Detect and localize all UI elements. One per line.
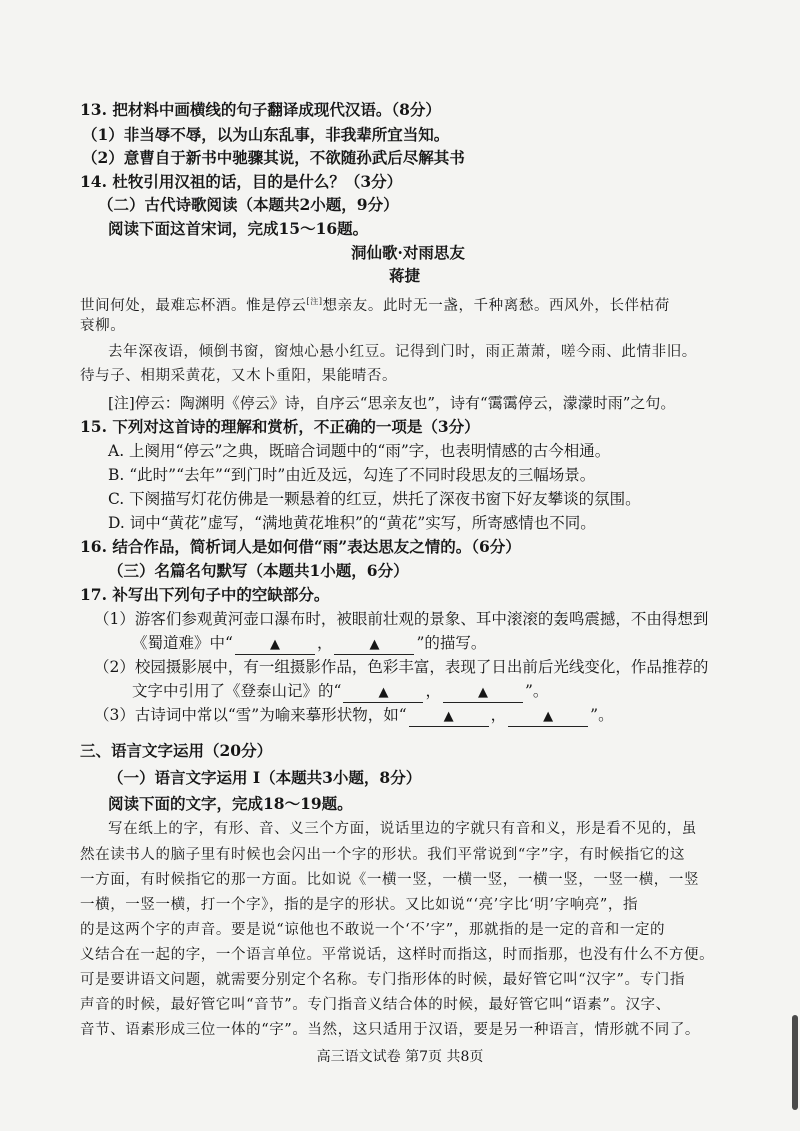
passage-line: 一横，一竖一横，打一个字》，指的是字的形状。又比如说“‘亮’字比‘明’字响亮”，指 <box>80 897 639 913</box>
q17-text: ”的描写。 <box>416 634 487 652</box>
passage-line: 然在读书人的脑子里有时候也会闪出一个字的形状。我们平常说到“字”字，有时候指它的这 <box>80 847 685 863</box>
passage-line: 音节、语素形成三位一体的“字”。当然，这只适用于汉语，要是另一种语言，情形就不同了。 <box>80 1022 701 1038</box>
poem-note: [注]停云：陶渊明《停云》诗，自序云“思亲友也”，诗有“霭霭停云，濛濛时雨”之句。 <box>108 394 676 412</box>
fill-blank[interactable]: ▲ <box>443 684 523 703</box>
scrollbar[interactable] <box>792 1015 798 1110</box>
fill-blank[interactable]: ▲ <box>409 708 489 727</box>
q14-stem: 14. 杜牧引用汉祖的话，目的是什么？（3分） <box>80 172 403 191</box>
poem-line: 想亲友。此时无一盏，千种离愁。西风外，长伴枯荷 <box>322 297 670 314</box>
passage-line: 写在纸上的字，有形、音、义三个方面，说话里边的字就只有音和义，形是看不见的，虽 <box>108 821 697 837</box>
q17-text: ”。 <box>524 682 549 700</box>
passage-line: 义结合在一起的字，一个语言单位。平常说话，这样时而指这，时而指那，也没有什么不方便。 <box>80 947 715 963</box>
q17-stem: 17. 补写出下列句子中的空缺部分。 <box>80 585 330 604</box>
q17-text: 文字中引用了《登泰山记》的“ <box>132 682 342 700</box>
fill-blank[interactable]: ▲ <box>235 636 315 655</box>
q17-item-2-blanks <box>132 680 548 703</box>
passage-line: 一方面，有时候指它的那一方面。比如说《一横一竖，一横一竖，一横一竖，一竖一横，一竖 <box>80 872 700 888</box>
page-footer: 高三语文试卷 第7页 共8页 <box>316 1049 484 1065</box>
passage-line: 的是这两个字的声音。要是说“谅他也不敢说一个‘不’字”，那就指的是一定的音和一定的 <box>80 922 666 938</box>
q17-text: ， <box>316 634 333 652</box>
poem-paragraph-1 <box>80 291 670 317</box>
section-3-title: （三）名篇名句默写（本题共1小题，6分） <box>108 561 409 580</box>
q16-stem: 16. 结合作品，简析词人是如何借“雨”表达思友之情的。（6分） <box>80 537 521 556</box>
passage-line: 声音的时候，最好管它叫“音节”。专门指音义结合体的时候，最好管它叫“语素”。汉字、 <box>80 997 671 1013</box>
poem-line: 衰柳。 <box>80 318 126 334</box>
q13-stem: 13. 把材料中画横线的句子翻译成现代汉语。（8分） <box>80 100 441 119</box>
q17-item-2-text: （2）校园摄影展中，有一组摄影作品，色彩丰富，表现了日出前后光线变化，作品推荐的 <box>94 658 709 676</box>
poem-author: 蒋捷 <box>389 266 421 285</box>
fill-blank[interactable]: ▲ <box>343 684 423 703</box>
q15-option-a: A. 上阕用“停云”之典，既暗合词题中的“雨”字，也表明情感的古今相通。 <box>108 442 611 460</box>
q15-option-b: B. “此时”“去年”“到门时”由近及远，勾连了不同时段思友的三幅场景。 <box>108 466 596 484</box>
part-3-intro: 阅读下面的文字，完成18～19题。 <box>108 794 353 813</box>
q17-item-3 <box>94 704 614 727</box>
q13-sentence-2: （2）意曹自于新书中驰骤其说，不欲随孙武后尽解其书 <box>82 148 465 167</box>
q17-text: ， <box>425 682 441 700</box>
poem-title: 洞仙歌·对雨思友 <box>351 243 465 262</box>
q17-text: ， <box>490 706 507 724</box>
fill-blank[interactable]: ▲ <box>508 708 588 727</box>
note-marker: [注] <box>306 297 323 306</box>
poem-line: 待与子、相期采黄花，又木卜重阳，果能晴否。 <box>80 368 398 384</box>
part-3-title: 三、语言文字运用（20分） <box>80 741 273 760</box>
q17-text: 《蜀道难》中“ <box>132 634 233 652</box>
q13-sentence-1: （1）非当辱不辱，以为山东乱事，非我辈所宜当知。 <box>82 125 450 144</box>
q15-option-c: C. 下阕描写灯花仿佛是一颗悬着的红豆，烘托了深夜书窗下好友攀谈的氛围。 <box>108 490 641 508</box>
poem-line: 世间何处，最难忘杯酒。惟是停云 <box>80 297 307 314</box>
fill-blank[interactable]: ▲ <box>334 636 414 655</box>
q15-option-d: D. 词中“黄花”虚写，“满地黄花堆积”的“黄花”实写，所寄感情也不同。 <box>108 514 596 532</box>
q15-stem: 15. 下列对这首诗的理解和赏析，不正确的一项是（3分） <box>80 417 480 436</box>
section-2-title: （二）古代诗歌阅读（本题共2小题，9分） <box>98 195 399 214</box>
q17-text: ”。 <box>590 706 614 724</box>
q17-item-1-text: （1）游客们参观黄河壶口瀑布时，被眼前壮观的景象、耳中滚滚的轰鸣震撼，不由得想到 <box>94 610 709 628</box>
part-3-subtitle: （一）语言文字运用 I（本题共3小题，8分） <box>108 768 422 787</box>
passage-line: 可是要讲语文问题，就需要分别定个名称。专门指形体的时候，最好管它叫“汉字”。专门指 <box>80 972 685 988</box>
q17-item-1-blanks <box>132 632 486 655</box>
poem-line: 去年深夜语，倾倒书窗，窗烛心悬小红豆。记得到门时，雨正萧萧，嗟今雨、此情非旧。 <box>108 344 697 360</box>
section-2-intro: 阅读下面这首宋词，完成15～16题。 <box>108 219 369 238</box>
q17-text: （3）古诗词中常以“雪”为喻来摹形状物，如“ <box>94 706 407 724</box>
